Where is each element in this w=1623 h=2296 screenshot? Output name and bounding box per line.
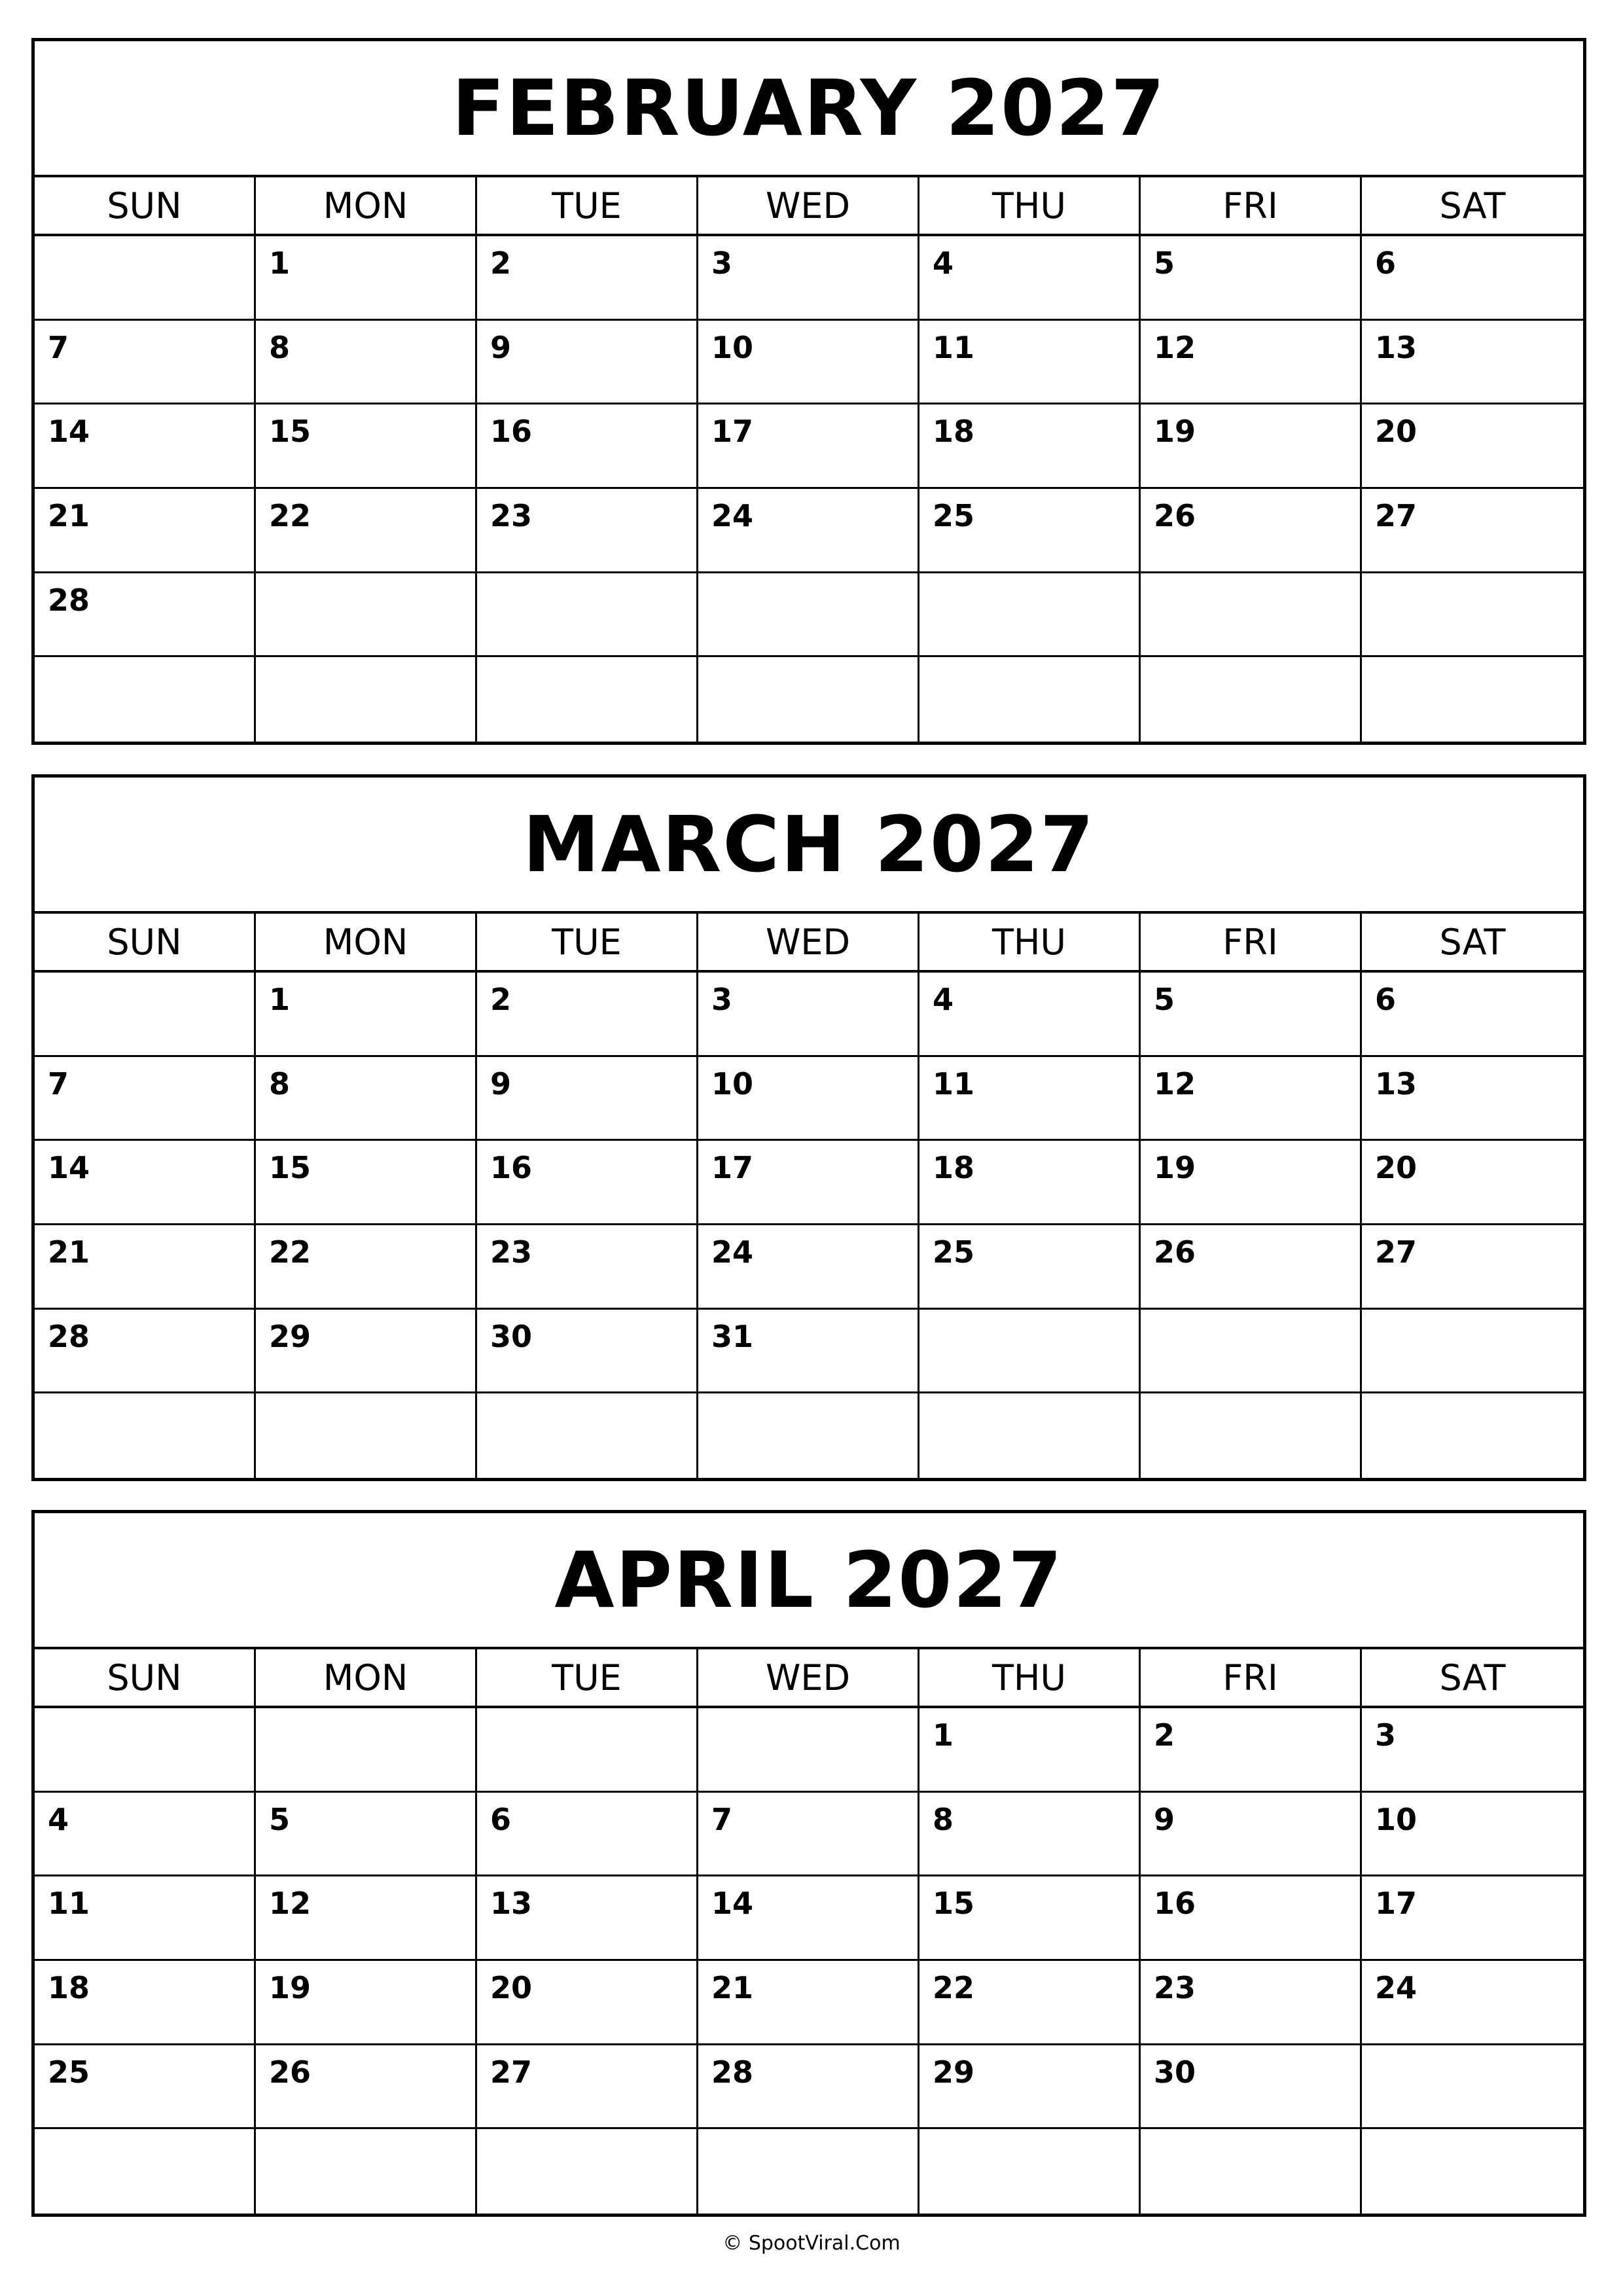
week-row: [35, 1961, 1583, 2045]
day-cell: [698, 1793, 919, 1875]
day-number: 14: [711, 1886, 754, 1922]
day-number: 25: [933, 1234, 975, 1270]
weekday-header-row: [35, 1649, 1583, 1708]
day-number: 17: [711, 414, 754, 450]
day-cell: [256, 1310, 477, 1392]
day-number: 27: [1375, 498, 1418, 533]
weekday-label: THU: [919, 1649, 1141, 1706]
weekday-label: SUN: [35, 177, 256, 234]
day-cell: [35, 1793, 256, 1875]
day-number: 30: [490, 1318, 533, 1354]
day-number: 1: [933, 1717, 954, 1753]
day-number: 12: [1154, 1066, 1196, 1102]
day-number: 26: [1154, 1234, 1196, 1270]
day-number: 24: [711, 498, 754, 533]
day-number: 23: [490, 1234, 533, 1270]
day-number: 9: [490, 1066, 512, 1102]
day-cell: [919, 973, 1141, 1055]
day-cell: [1362, 1225, 1583, 1308]
day-cell: [256, 236, 477, 319]
week-row: [35, 1141, 1583, 1225]
day-cell: [1362, 404, 1583, 487]
day-cell: [698, 973, 919, 1055]
week-row: [35, 1876, 1583, 1961]
week-row: [35, 2045, 1583, 2130]
day-number: 21: [711, 1970, 754, 2005]
weekday-label: TUE: [477, 1649, 698, 1706]
day-number: 9: [490, 329, 512, 365]
month-title: FEBRUARY 2027: [35, 41, 1583, 177]
day-number: 4: [933, 245, 954, 281]
weekday-label: THU: [919, 177, 1141, 234]
day-cell: [477, 1793, 698, 1875]
weekday-label: WED: [698, 177, 919, 234]
day-number: 16: [1154, 1886, 1196, 1922]
day-number: 3: [711, 982, 733, 1017]
day-cell: [1362, 236, 1583, 319]
day-cell: [256, 1961, 477, 2043]
day-cell: [698, 1225, 919, 1308]
day-number: 18: [48, 1970, 90, 2005]
day-number: 17: [1375, 1886, 1418, 1922]
weekday-label: MON: [256, 914, 477, 970]
day-cell: [35, 657, 256, 742]
week-row: [35, 1793, 1583, 1877]
week-row: [35, 1225, 1583, 1310]
day-cell: [919, 2045, 1141, 2128]
day-cell: [919, 1225, 1141, 1308]
day-cell: [1141, 321, 1362, 403]
day-cell: [698, 1708, 919, 1791]
day-number: 1: [269, 982, 291, 1017]
day-cell: [477, 1141, 698, 1223]
day-number: 28: [48, 582, 90, 618]
week-row: [35, 489, 1583, 573]
day-cell: [477, 1225, 698, 1308]
day-cell: [919, 1310, 1141, 1392]
day-number: 10: [711, 1066, 754, 1102]
day-cell: [698, 1393, 919, 1478]
day-cell: [919, 321, 1141, 403]
day-number: 8: [269, 1066, 291, 1102]
day-cell: [477, 657, 698, 742]
day-number: 27: [490, 2054, 533, 2090]
day-cell: [1362, 1793, 1583, 1875]
day-number: 3: [711, 245, 733, 281]
day-number: 6: [1375, 245, 1397, 281]
day-cell: [1362, 1708, 1583, 1791]
day-cell: [1362, 321, 1583, 403]
day-number: 5: [1154, 982, 1175, 1017]
weekday-header-row: [35, 177, 1583, 236]
day-cell: [256, 573, 477, 656]
day-number: 2: [490, 982, 512, 1017]
day-cell: [1362, 657, 1583, 742]
weekday-label: SAT: [1439, 1657, 1506, 1698]
day-cell: [698, 489, 919, 571]
weekday-label: FRI: [1141, 1649, 1362, 1706]
day-number: 5: [1154, 245, 1175, 281]
day-number: 6: [1375, 982, 1397, 1017]
calendar-february: [31, 38, 1586, 745]
day-number: 28: [48, 1318, 90, 1354]
weeks-grid: [35, 1708, 1583, 2214]
day-cell: [256, 657, 477, 742]
day-number: 13: [1375, 329, 1418, 365]
day-cell: [1141, 2045, 1362, 2128]
day-cell: [1141, 1793, 1362, 1875]
day-number: 7: [711, 1801, 733, 1837]
day-cell: [919, 404, 1141, 487]
day-cell: [256, 1876, 477, 1959]
day-cell: [477, 1708, 698, 1791]
weekday-label: THU: [919, 914, 1141, 970]
day-number: 8: [933, 1801, 954, 1837]
day-cell: [698, 321, 919, 403]
day-cell: [698, 2129, 919, 2214]
day-number: 24: [1375, 1970, 1418, 2005]
day-cell: [256, 404, 477, 487]
day-number: 20: [490, 1970, 533, 2005]
day-number: 14: [48, 414, 90, 450]
day-number: 7: [48, 1066, 69, 1102]
weeks-grid: [35, 973, 1583, 1478]
day-number: 21: [48, 498, 90, 533]
day-cell: [256, 489, 477, 571]
weekday-label: FRI: [1141, 914, 1362, 970]
day-cell: [35, 236, 256, 319]
day-cell: [256, 2129, 477, 2214]
day-cell: [35, 1876, 256, 1959]
day-cell: [1141, 573, 1362, 656]
day-cell: [1141, 1876, 1362, 1959]
day-cell: [698, 2045, 919, 2128]
day-number: 28: [711, 2054, 754, 2090]
day-number: 8: [269, 329, 291, 365]
day-cell: [35, 2129, 256, 2214]
day-number: 16: [490, 1150, 533, 1186]
weekday-label: TUE: [477, 914, 698, 970]
day-cell: [1141, 236, 1362, 319]
day-cell: [919, 1057, 1141, 1139]
day-number: 2: [1154, 1717, 1175, 1753]
day-number: 14: [48, 1150, 90, 1186]
day-cell: [1362, 973, 1583, 1055]
day-cell: [1362, 1876, 1583, 1959]
day-number: 7: [48, 329, 69, 365]
day-cell: [1141, 489, 1362, 571]
day-cell: [1362, 1057, 1583, 1139]
day-cell: [919, 657, 1141, 742]
day-number: 26: [1154, 498, 1196, 533]
day-cell: [477, 1310, 698, 1392]
week-row: [35, 321, 1583, 405]
day-number: 6: [490, 1801, 512, 1837]
day-cell: [35, 1225, 256, 1308]
day-cell: [1141, 404, 1362, 487]
day-number: 20: [1375, 1150, 1418, 1186]
day-cell: [256, 1141, 477, 1223]
day-cell: [35, 1708, 256, 1791]
week-row: [35, 657, 1583, 742]
day-cell: [919, 489, 1141, 571]
day-cell: [1141, 973, 1362, 1055]
day-cell: [919, 2129, 1141, 2214]
weekday-label: SUN: [35, 1649, 256, 1706]
month-title: APRIL 2027: [35, 1513, 1583, 1649]
day-cell: [256, 2045, 477, 2128]
day-cell: [35, 404, 256, 487]
day-number: 20: [1375, 414, 1418, 450]
week-row: [35, 2129, 1583, 2214]
weekday-label: WED: [698, 914, 919, 970]
day-number: 25: [48, 2054, 90, 2090]
day-number: 30: [1154, 2054, 1196, 2090]
week-row: [35, 404, 1583, 489]
day-cell: [919, 1393, 1141, 1478]
day-cell: [1362, 2129, 1583, 2214]
day-number: 21: [48, 1234, 90, 1270]
day-cell: [698, 573, 919, 656]
day-number: 23: [490, 498, 533, 533]
day-number: 11: [933, 329, 975, 365]
day-number: 4: [933, 982, 954, 1017]
day-cell: [35, 1961, 256, 2043]
day-cell: [256, 321, 477, 403]
day-cell: [1362, 1961, 1583, 2043]
weeks-grid: [35, 236, 1583, 742]
weekday-label: SUN: [35, 914, 256, 970]
weekday-label: TUE: [477, 177, 698, 234]
day-cell: [256, 973, 477, 1055]
day-cell: [919, 1708, 1141, 1791]
calendar-march: [31, 774, 1586, 1481]
day-cell: [35, 973, 256, 1055]
day-number: 29: [269, 1318, 312, 1354]
weekday-label: MON: [256, 177, 477, 234]
day-cell: [1141, 1057, 1362, 1139]
day-cell: [256, 1793, 477, 1875]
day-cell: [1141, 2129, 1362, 2214]
week-row: [35, 1393, 1583, 1478]
day-cell: [35, 321, 256, 403]
day-number: 5: [269, 1801, 291, 1837]
day-cell: [919, 1793, 1141, 1875]
day-number: 13: [1375, 1066, 1418, 1102]
month-title: MARCH 2027: [35, 778, 1583, 914]
day-cell: [698, 1876, 919, 1959]
day-number: 22: [269, 1234, 312, 1270]
week-row: [35, 1057, 1583, 1141]
weekday-label: FRI: [1141, 177, 1362, 234]
day-number: 18: [933, 1150, 975, 1186]
day-number: 18: [933, 414, 975, 450]
day-cell: [35, 2045, 256, 2128]
day-number: 10: [711, 329, 754, 365]
day-cell: [35, 1057, 256, 1139]
day-cell: [1362, 1393, 1583, 1478]
day-cell: [919, 1961, 1141, 2043]
day-cell: [477, 2129, 698, 2214]
day-cell: [1141, 657, 1362, 742]
day-number: 2: [490, 245, 512, 281]
weekday-label: WED: [698, 1649, 919, 1706]
day-number: 9: [1154, 1801, 1175, 1837]
day-cell: [477, 573, 698, 656]
day-cell: [698, 236, 919, 319]
day-cell: [919, 573, 1141, 656]
day-cell: [477, 1393, 698, 1478]
day-number: 15: [933, 1886, 975, 1922]
day-number: 10: [1375, 1801, 1418, 1837]
day-cell: [256, 1393, 477, 1478]
day-number: 27: [1375, 1234, 1418, 1270]
day-cell: [919, 1141, 1141, 1223]
weekday-label: SAT: [1439, 185, 1506, 226]
day-cell: [1141, 1393, 1362, 1478]
day-number: 31: [711, 1318, 754, 1354]
day-cell: [477, 1961, 698, 2043]
day-cell: [919, 1876, 1141, 1959]
day-cell: [35, 1310, 256, 1392]
day-cell: [1141, 1225, 1362, 1308]
day-cell: [1141, 1310, 1362, 1392]
day-cell: [35, 489, 256, 571]
weekday-label: MON: [256, 1649, 477, 1706]
day-cell: [698, 1057, 919, 1139]
day-number: 13: [490, 1886, 533, 1922]
day-number: 11: [933, 1066, 975, 1102]
day-cell: [919, 236, 1141, 319]
day-cell: [1141, 1708, 1362, 1791]
day-cell: [256, 1225, 477, 1308]
day-number: 12: [1154, 329, 1196, 365]
day-cell: [698, 1961, 919, 2043]
day-cell: [477, 321, 698, 403]
day-cell: [698, 1141, 919, 1223]
week-row: [35, 1708, 1583, 1793]
day-cell: [477, 489, 698, 571]
day-cell: [1362, 573, 1583, 656]
day-cell: [256, 1708, 477, 1791]
day-cell: [256, 1057, 477, 1139]
day-cell: [477, 1057, 698, 1139]
weekday-label: SAT: [1439, 921, 1506, 963]
day-cell: [1362, 2045, 1583, 2128]
day-cell: [477, 236, 698, 319]
day-cell: [35, 1393, 256, 1478]
day-number: 4: [48, 1801, 69, 1837]
day-cell: [35, 1141, 256, 1223]
day-cell: [698, 657, 919, 742]
day-number: 19: [269, 1970, 312, 2005]
day-cell: [35, 573, 256, 656]
day-cell: [698, 1310, 919, 1392]
copyright-footer: © SpootViral.Com: [722, 2232, 901, 2255]
day-cell: [1362, 489, 1583, 571]
day-cell: [477, 404, 698, 487]
day-number: 26: [269, 2054, 312, 2090]
calendar-april: [31, 1510, 1586, 2217]
week-row: [35, 973, 1583, 1057]
day-cell: [1362, 1141, 1583, 1223]
day-number: 22: [269, 498, 312, 533]
day-number: 12: [269, 1886, 312, 1922]
day-cell: [1141, 1141, 1362, 1223]
day-number: 24: [711, 1234, 754, 1270]
day-number: 22: [933, 1970, 975, 2005]
day-number: 19: [1154, 414, 1196, 450]
day-number: 15: [269, 414, 312, 450]
day-number: 16: [490, 414, 533, 450]
day-cell: [1141, 1961, 1362, 2043]
week-row: [35, 573, 1583, 658]
day-cell: [477, 2045, 698, 2128]
week-row: [35, 236, 1583, 321]
day-number: 17: [711, 1150, 754, 1186]
weekday-header-row: [35, 914, 1583, 973]
day-number: 29: [933, 2054, 975, 2090]
day-number: 25: [933, 498, 975, 533]
week-row: [35, 1310, 1583, 1394]
day-number: 15: [269, 1150, 312, 1186]
day-number: 11: [48, 1886, 90, 1922]
day-cell: [698, 404, 919, 487]
day-number: 19: [1154, 1150, 1196, 1186]
day-number: 3: [1375, 1717, 1397, 1753]
day-cell: [1362, 1310, 1583, 1392]
day-number: 1: [269, 245, 291, 281]
day-cell: [477, 1876, 698, 1959]
day-number: 23: [1154, 1970, 1196, 2005]
day-cell: [477, 973, 698, 1055]
